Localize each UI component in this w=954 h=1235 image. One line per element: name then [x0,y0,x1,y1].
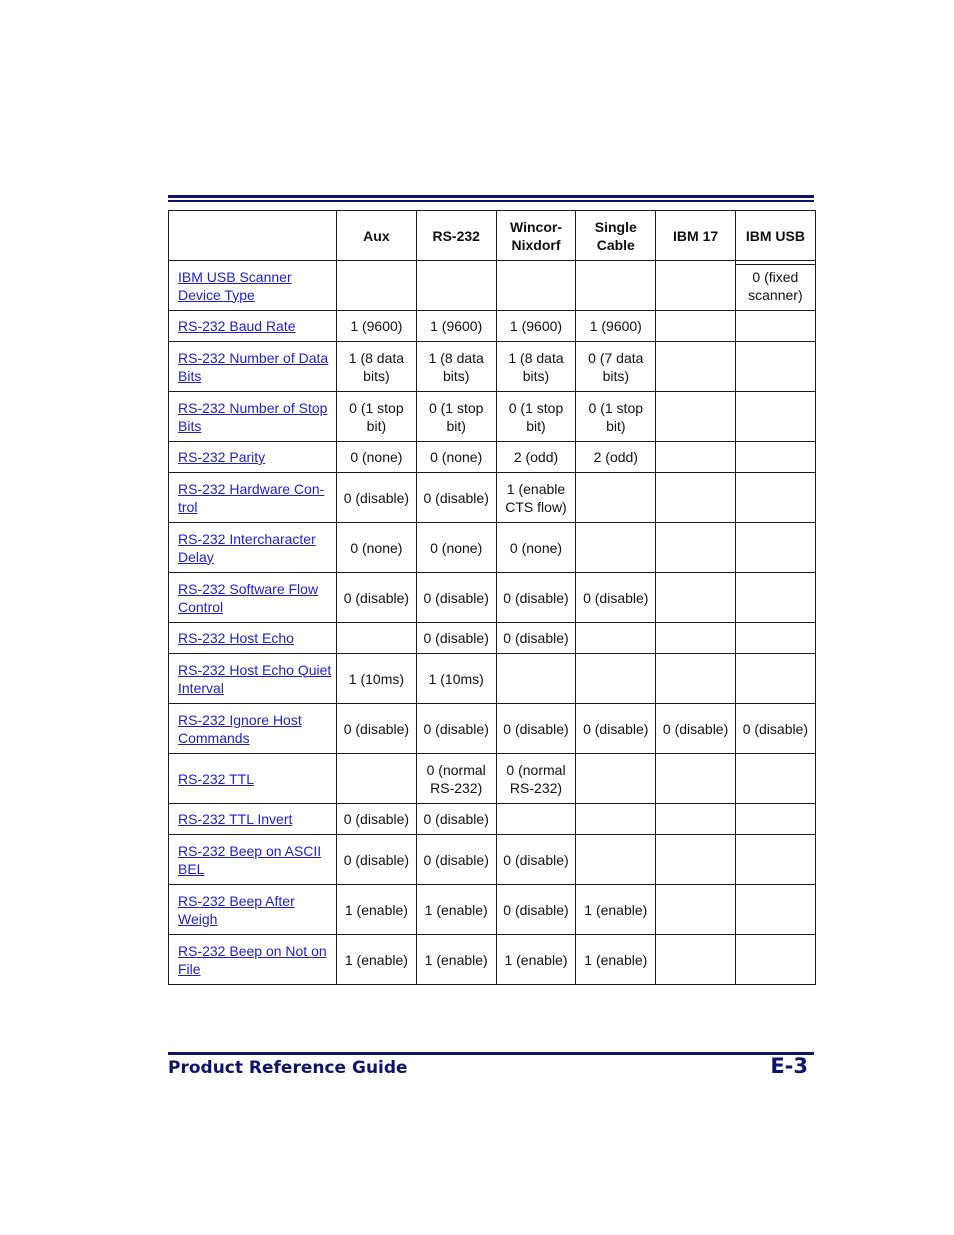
parameter-link[interactable]: RS-232 Software Flow Control [178,580,319,615]
value-cell: 0 (disable) [576,573,656,623]
value-cell [656,623,736,654]
value-cell: 0 (disable) [656,704,736,754]
value-cell [735,342,815,392]
value-cell: 0 (disable) [416,623,496,654]
parameter-link[interactable]: RS-232 Beep on Not on File [178,942,327,977]
value-cell [735,573,815,623]
value-cell: 0 (disable) [416,473,496,523]
value-cell [576,523,656,573]
value-cell [735,473,815,523]
value-cell: 0 (disable) [416,804,496,835]
value-cell: 1 (10ms) [416,654,496,704]
table-row [169,311,816,342]
parameter-cell [169,835,337,885]
parameter-cell [169,704,337,754]
header-cell-single-cable: Single Cable [576,211,656,261]
value-cell [656,261,736,311]
table-row [169,261,816,311]
value-cell: 0 (none) [337,523,417,573]
parameter-cell [169,935,337,985]
value-cell: 1 (enable) [576,935,656,985]
parameter-link[interactable]: RS-232 Ignore Host Commands [178,711,302,746]
table-row [169,835,816,885]
table-row [169,704,816,754]
header-rule [168,195,814,202]
value-cell [656,754,736,804]
parameter-cell [169,473,337,523]
value-cell [735,523,815,573]
value-cell [656,342,736,392]
value-cell [656,442,736,473]
value-cell: 0 (disable) [496,835,576,885]
value-cell: 1 (9600) [337,311,417,342]
value-cell: 1 (enable CTS flow) [496,473,576,523]
value-cell: 1 (8 data bits) [416,342,496,392]
value-cell [337,623,417,654]
value-cell: 0 (none) [496,523,576,573]
header-cell-parameter [169,211,337,261]
value-cell: 0 (disable) [576,704,656,754]
table-row [169,442,816,473]
value-cell [576,835,656,885]
parameter-link[interactable]: RS-232 TTL [178,770,254,787]
parameter-link[interactable]: RS-232 Host Echo [178,630,294,646]
value-cell [337,261,417,311]
parameter-link[interactable]: RS-232 Baud Rate [178,318,296,334]
value-cell [735,654,815,704]
value-cell: 0 (normal RS-232) [496,754,576,804]
page-number: E-3 [770,1054,808,1078]
value-cell: 1 (enable) [416,885,496,935]
value-cell [656,935,736,985]
value-cell: 0 (none) [416,442,496,473]
value-cell: 1 (enable) [337,885,417,935]
table-row [169,804,816,835]
parameter-cell [169,342,337,392]
value-cell [576,623,656,654]
parameter-link[interactable]: RS-232 Intercharacter Delay [178,530,316,565]
value-cell [337,754,417,804]
parameter-cell [169,654,337,704]
value-cell: 0 (fixed scanner) [735,261,815,311]
value-cell: 0 (disable) [416,573,496,623]
value-cell [735,442,815,473]
value-cell: 0 (7 data bits) [576,342,656,392]
value-cell [656,392,736,442]
value-cell [576,654,656,704]
value-cell: 1 (9600) [576,311,656,342]
value-cell: 0 (disable) [735,704,815,754]
value-cell [735,935,815,985]
value-cell: 0 (disable) [337,804,417,835]
value-cell: 0 (disable) [337,704,417,754]
interface-defaults-table [168,210,816,985]
value-cell: 0 (disable) [496,704,576,754]
value-cell: 1 (10ms) [337,654,417,704]
value-cell [656,804,736,835]
value-cell: 0 (1 stop bit) [496,392,576,442]
value-cell: 0 (disable) [496,885,576,935]
value-cell [656,573,736,623]
parameter-cell [169,442,337,473]
value-cell [496,804,576,835]
value-cell [416,261,496,311]
value-cell [735,835,815,885]
parameter-cell [169,392,337,442]
value-cell: 0 (disable) [337,473,417,523]
table-row [169,573,816,623]
value-cell [576,261,656,311]
value-cell [656,885,736,935]
value-cell: 0 (none) [337,442,417,473]
value-cell: 0 (disable) [416,704,496,754]
value-cell: 0 (disable) [337,573,417,623]
value-cell [735,754,815,804]
parameter-link[interactable]: RS-232 Beep on ASCII BEL [178,842,322,877]
value-cell: 0 (disable) [337,835,417,885]
value-cell [656,473,736,523]
value-cell: 1 (enable) [416,935,496,985]
parameter-link[interactable]: RS-232 Parity [178,449,266,465]
value-cell [735,623,815,654]
value-cell: 0 (1 stop bit) [337,392,417,442]
value-cell [656,835,736,885]
table-row [169,523,816,573]
value-cell: 1 (enable) [496,935,576,985]
value-cell: 2 (odd) [576,442,656,473]
parameter-link[interactable]: IBM USB Scanner Device Type [178,268,292,303]
parameter-link[interactable]: RS-232 TTL Invert [178,811,293,827]
value-cell: 0 (normal RS-232) [416,754,496,804]
value-cell [656,311,736,342]
value-cell [496,261,576,311]
parameter-cell [169,311,337,342]
value-cell [735,311,815,342]
parameter-cell [169,623,337,654]
parameter-cell [169,573,337,623]
value-cell: 0 (none) [416,523,496,573]
value-cell [735,392,815,442]
footer-rule [168,1052,814,1055]
value-cell: 0 (disable) [416,835,496,885]
table-row [169,392,816,442]
header-cell-ibm-usb: IBM USB [735,211,815,261]
value-cell: 1 (8 data bits) [496,342,576,392]
value-cell [576,804,656,835]
table-row [169,473,816,523]
value-cell: 0 (1 stop bit) [416,392,496,442]
value-cell [735,885,815,935]
value-cell: 1 (enable) [576,885,656,935]
value-cell: 1 (enable) [337,935,417,985]
value-cell: 0 (1 stop bit) [576,392,656,442]
value-cell [735,804,815,835]
value-cell: 1 (9600) [496,311,576,342]
parameter-cell [169,523,337,573]
value-cell: 1 (9600) [416,311,496,342]
table-row [169,935,816,985]
table-row [169,623,816,654]
table-row [169,885,816,935]
table-row [169,342,816,392]
footer-title: Product Reference Guide [168,1058,408,1078]
parameter-link[interactable]: RS-232 Hardware Con-trol [178,480,325,515]
parameter-link[interactable]: RS-232 Number of Stop Bits [178,399,328,434]
header-cell-ibm17: IBM 17 [656,211,736,261]
value-cell: 0 (disable) [496,623,576,654]
value-cell [576,754,656,804]
parameter-cell [169,261,337,311]
value-cell [656,654,736,704]
parameter-link[interactable]: RS-232 Beep After Weigh [178,892,295,927]
value-cell: 1 (8 data bits) [337,342,417,392]
table-row [169,654,816,704]
value-cell: 0 (disable) [496,573,576,623]
value-cell [576,473,656,523]
value-cell [656,523,736,573]
header-cell-rs232: RS-232 [416,211,496,261]
parameter-cell [169,804,337,835]
parameter-link[interactable]: RS-232 Number of Data Bits [178,349,329,384]
table-header-row [169,211,816,261]
table-row [169,754,816,804]
parameter-cell [169,885,337,935]
value-cell [496,654,576,704]
value-cell: 2 (odd) [496,442,576,473]
parameter-link[interactable]: RS-232 Host Echo Quiet Interval [178,661,332,696]
header-cell-aux: Aux [337,211,417,261]
parameter-cell [169,754,337,804]
header-cell-wincor-nixdorf: Wincor- Nixdorf [496,211,576,261]
